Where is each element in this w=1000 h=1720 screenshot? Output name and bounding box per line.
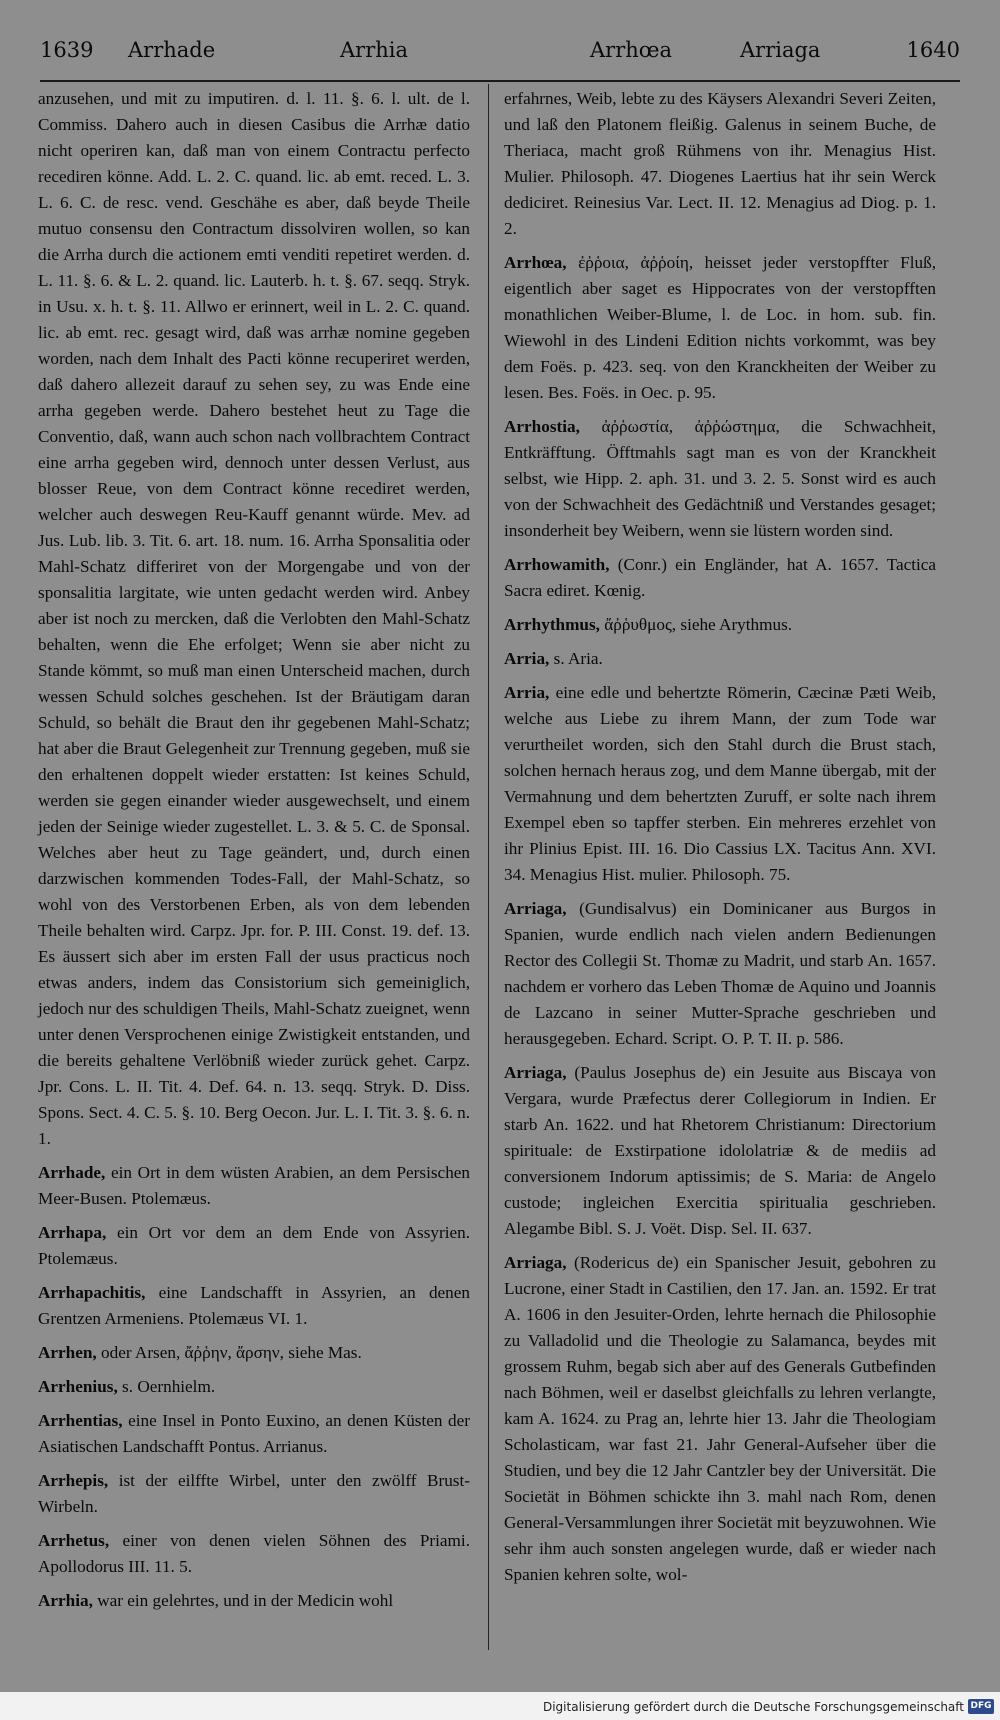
entry-headword: Arrhenius,: [38, 1377, 118, 1396]
entry-text: s. Aria.: [553, 649, 603, 668]
dictionary-entry: [504, 646, 936, 672]
entry-text: (Rodericus de) ein Spanischer Jesuit, gebohren zu Lucrone, einer Stadt in Castilien, den 17. Jan. an. 1592. Er trat A. 1606 in den Jesuiter-Orden, lehrte hernach die Philosophie zu Valladolid und die Theologie zu Salamanca, beydes mit grossem Ruhm, begab sich aber auf des Generals Gutbefinden nach Böhmen, weil er daselbst gleichfalls zu lehren verlangte, kam A. 1624. zu Prag an, lehrte hier 13. Jahr die Theologiam Scholasticam, war fast 21. Jahr General-Aufseher über die Studien, und bey die 12 Jahr Cantzler bey der Universität. Die Societät in Böhmen schickte ihn 3. mahl nach Rom, denen General-Versammlungen ihrer Societät mit beyzuwohnen. Wie sehr ihm auch sonsten angelegen wurde, daß er wieder nach Spanien kehren solte, wol-: [504, 1253, 937, 1584]
left-catchword-1: Arrhade: [128, 38, 216, 62]
dictionary-entry: [504, 86, 936, 242]
right-page-number: 1640: [906, 38, 960, 62]
dictionary-entry: [504, 896, 936, 1052]
entry-text: eine edle und behertzte Römerin, Cæcinæ Pæti Weib, welche aus Liebe zu ihrem Mann, der zum Tode war verurtheilet worden, sich den Stahl durch die Brust stach, solchen hernach heraus zog, und dem Manne übergab, mit der Vermahnung und dem behertzten Zuruff, er solte nach ihrem Exempel eben so tapffer sterben. Ein mehreres erzehlet von ihr Plinius Epist. III. 16. Dio Cassius LX. Tacitus Ann. XVI. 34. Menagius Hist. mulier. Philosoph. 75.: [504, 683, 937, 884]
dictionary-entry: [504, 552, 936, 604]
entry-headword: Arrhapachitis,: [38, 1283, 146, 1302]
entry-text: oder Arsen, ἄῤῥην, ἄρσην, siehe Mas.: [101, 1343, 362, 1362]
entry-headword: Arriaga,: [504, 899, 567, 918]
entry-text: ein Ort vor dem an dem Ende von Assyrien. Ptolemæus.: [38, 1223, 471, 1268]
entry-text: erfahrnes, Weib, lebte zu des Käysers Alexandri Severi Zeiten, und laß den Platonem fleißig. Galenus in seinem Buche, de Theriaca, macht groß Rühmens von ihr. Menagius Hist. Mulier. Philosoph. 47. Diogenes Laertius hat ihr sein Werck dediciret. Reinesius Var. Lect. II. 12. Menagius ad Diog. p. 1. 2.: [504, 89, 936, 238]
right-catchword-2: Arriaga: [740, 38, 821, 62]
right-catchword-1: Arrhœa: [590, 38, 673, 62]
dictionary-entry: [38, 1374, 470, 1400]
left-column: [38, 86, 470, 1616]
entry-text: einer von denen vielen Söhnen des Priami. Apollodorus III. 11. 5.: [38, 1531, 470, 1576]
dictionary-entry: [504, 1250, 936, 1588]
entry-headword: Arria,: [504, 683, 550, 702]
entry-text: (Paulus Josephus de) ein Jesuite aus Biscaya von Vergara, wurde Præfectus derer Collegiorum in Indien. Er starb An. 1622. und hat Rhetorem Christianum: Directorium spirituale: de Exstirpatione idololatriæ & de mediis ad conversionem Indorum aptissimis; de S. Maria: de Angelo custode; ingleichen Exercitia spiritualia geschrieben. Alegambe Bibl. S. J. Voët. Disp. Sel. II. 637.: [504, 1063, 936, 1238]
entry-text: (Gundisalvus) ein Dominicaner aus Burgos in Spanien, wurde endlich nach vielen andern Bedienungen Rector des Collegii St. Thomæ zu Madrit, und starb An. 1657. nachdem er vorhero das Leben Thomæ de Aquino und Joannis de Lazcano in seiner Mutter-Sprache geschrieben und herausgegeben. Echard. Script. O. P. T. II. p. 586.: [504, 899, 936, 1048]
dictionary-entry: [504, 414, 936, 544]
entry-headword: Arrhostia,: [504, 417, 580, 436]
entry-text: (Conr.) ein Engländer, hat A. 1657. Tactica Sacra ediret. Kœnig.: [504, 555, 937, 600]
entry-headword: Arrhowamith,: [504, 555, 610, 574]
dictionary-entry: [38, 86, 470, 1152]
entry-headword: Arrhia,: [38, 1591, 93, 1610]
entry-text: s. Oernhielm.: [122, 1377, 216, 1396]
entry-headword: Arria,: [504, 649, 550, 668]
dictionary-entry: [38, 1588, 470, 1614]
right-column: [504, 86, 936, 1590]
dictionary-entry: [38, 1340, 470, 1366]
entry-headword: Arrhentias,: [38, 1411, 123, 1430]
entry-headword: Arrhetus,: [38, 1531, 110, 1550]
dfg-logo: DFG: [968, 1699, 994, 1714]
dictionary-entry: [504, 680, 936, 888]
dictionary-entry: [504, 612, 936, 638]
dictionary-entry: [504, 1060, 936, 1242]
entry-headword: Arriaga,: [504, 1063, 567, 1082]
footer: [0, 1694, 1000, 1720]
digitization-credit: Digitalisierung gefördert durch die Deutsche Forschungsgemeinschaft: [542, 1700, 964, 1714]
entry-headword: Arrhythmus,: [504, 615, 600, 634]
entry-headword: Arrhœa,: [504, 253, 567, 272]
entry-text: anzusehen, und mit zu imputiren. d. l. 11. §. 6. l. ult. de l. Commiss. Dahero auch in diesen Casibus die Arrhæ datio nicht operiren kan, daß man von einem Contractu perfecto recediren könne. Add. L. 2. C. quand. lic. ab emt. reced. L. 3. L. 6. C. de resc. vend. Geschähe es aber, daß beyde Theile mutuo consensu den Contractum dissolviren wollen, so kan die Arrha durch die actionem emti venditi repetiret werden. d. L. 11. §. 6. & L. 2. quand. lic. Lauterb. h. t. §. 67. seqq. Stryk. in Usu. x. h. t. §. 11. Allwo er erinnert, weil in L. 2. C. quand. lic. ab emt. rec. gesagt wird, daß was arrhæ nomine gegeben worden, nach dem Inhalt des Pacti könne recuperiret werden, daß dahero allezeit darauf zu sehen sey, zu was Ende eine arrha gegeben werde. Dahero bestehet heut zu Tage die Conventio, daß, wann auch schon nach vollbrachtem Contract eine arrha gegeben wird, dennoch unter dessen Verlust, aus blosser Reue, von dem Contract könne recediret werden, welcher auch deswegen Reu-Kauff genannt würde. Mev. ad Jus. Lub. lib. 3. Tit. 6. art. 18. num. 16. Arrha Sponsalitia oder Mahl-Schatz differiret von der Morgengabe und von der sponsalitia largitate, wie unten gedacht werden wird. Anbey aber ist noch zu mercken, daß die Verlobten den Mahl-Schatz behalten, wenn die Ehe erfolget; Wenn sie aber nicht zu Stande kömmt, so muß man einen Unterscheid machen, durch wessen Schuld solches geschehen. Ist der Bräutigam daran Schuld, so behält die Braut den ihr gegebenen Mahl-Schatz; hat aber die Braut Gelegenheit zur Trennung gegeben, muß sie den erhaltenen doppelt wieder erstatten: Ist keines Schuld, werden sie gegen einander wieder ausgewechselt, und einem jeden der Seinige wieder zugestellet. L. 3. & 5. C. de Sponsal. Welches aber heut zu Tage geändert, und, durch einen darzwischen kommenden Todes-Fall, der Mahl-Schatz, so wohl von des Verstorbenen Erben, als von dem lebenden Theile behalten wird. Carpz. Jpr. for. P. III. Const. 19. def. 13. Es äussert sich aber im ersten Fall der usus practicus noch etwas anders, indem das Consistorium sich gemeiniglich, jedoch nur des schuldigen Theils, Mahl-Schatz zueignet, wenn unter denen Versprochenen einige Zwistigkeit entstanden, und die bereits gehaltene Verlöbniß wieder zurück gehet. Carpz. Jpr. Cons. L. II. Tit. 4. Def. 64. n. 13. seqq. Stryk. D. Diss. Spons. Sect. 4. C. 5. §. 10. Berg Oecon. Jur. L. I. Tit. 3. §. 6. n. 1.: [38, 89, 470, 1148]
entry-text: eine Landschafft in Assyrien, an denen Grentzen Armeniens. Ptolemæus VI. 1.: [38, 1283, 470, 1328]
entry-headword: Arriaga,: [504, 1253, 567, 1272]
entry-text: ἐῤῥοια, ἀῤῥοίη, heisset jeder verstopffter Fluß, eigentlich aber saget es Hippocrates von der verstopfften monathlichen Weiber-Blume, l. de Loc. in hom. sub. fin. Wiewohl in des Lindeni Edition nichts vorkommt, was bey dem Foës. p. 423. seq. von den Kranckheiten der Weiber zu lesen. Bes. Foës. in Oec. p. 95.: [504, 253, 936, 402]
column-divider: [488, 84, 489, 1650]
left-catchword-2: Arrhia: [340, 38, 409, 62]
entry-headword: Arrhen,: [38, 1343, 97, 1362]
header-rule: [40, 80, 960, 82]
entry-headword: Arrhapa,: [38, 1223, 107, 1242]
entry-text: ein Ort in dem wüsten Arabien, an dem Persischen Meer-Busen. Ptolemæus.: [38, 1163, 471, 1208]
running-head: [40, 38, 960, 78]
entry-text: eine Insel in Ponto Euxino, an denen Küsten der Asiatischen Landschafft Pontus. Arrianus.: [38, 1411, 470, 1456]
entry-text: ist der eilffte Wirbel, unter den zwölff Brust-Wirbeln.: [38, 1471, 470, 1516]
entry-headword: Arrhade,: [38, 1163, 106, 1182]
dictionary-entry: [38, 1280, 470, 1332]
dictionary-entry: [38, 1528, 470, 1580]
entry-text: ἀῤῥωστία, ἀῤῥώστημα, die Schwachheit, Entkräfftung. Öfftmahls sagt man es von der Kranckheit selbst, wie Hipp. 2. aph. 31. und 3. 2. 5. Sonst wird es auch von der Schwachheit des Gedächtniß und Verstandes gesaget; insonderheit bey Weibern, wenn sie lüstern worden sind.: [504, 417, 936, 540]
entry-text: war ein gelehrtes, und in der Medicin wohl: [97, 1591, 394, 1610]
dictionary-entry: [504, 250, 936, 406]
dictionary-entry: [38, 1220, 470, 1272]
dictionary-entry: [38, 1468, 470, 1520]
left-page-number: 1639: [40, 38, 94, 62]
entry-headword: Arrhepis,: [38, 1471, 109, 1490]
dictionary-entry: [38, 1408, 470, 1460]
entry-text: ἄῤῥυθμος, siehe Arythmus.: [604, 615, 793, 634]
dictionary-entry: [38, 1160, 470, 1212]
